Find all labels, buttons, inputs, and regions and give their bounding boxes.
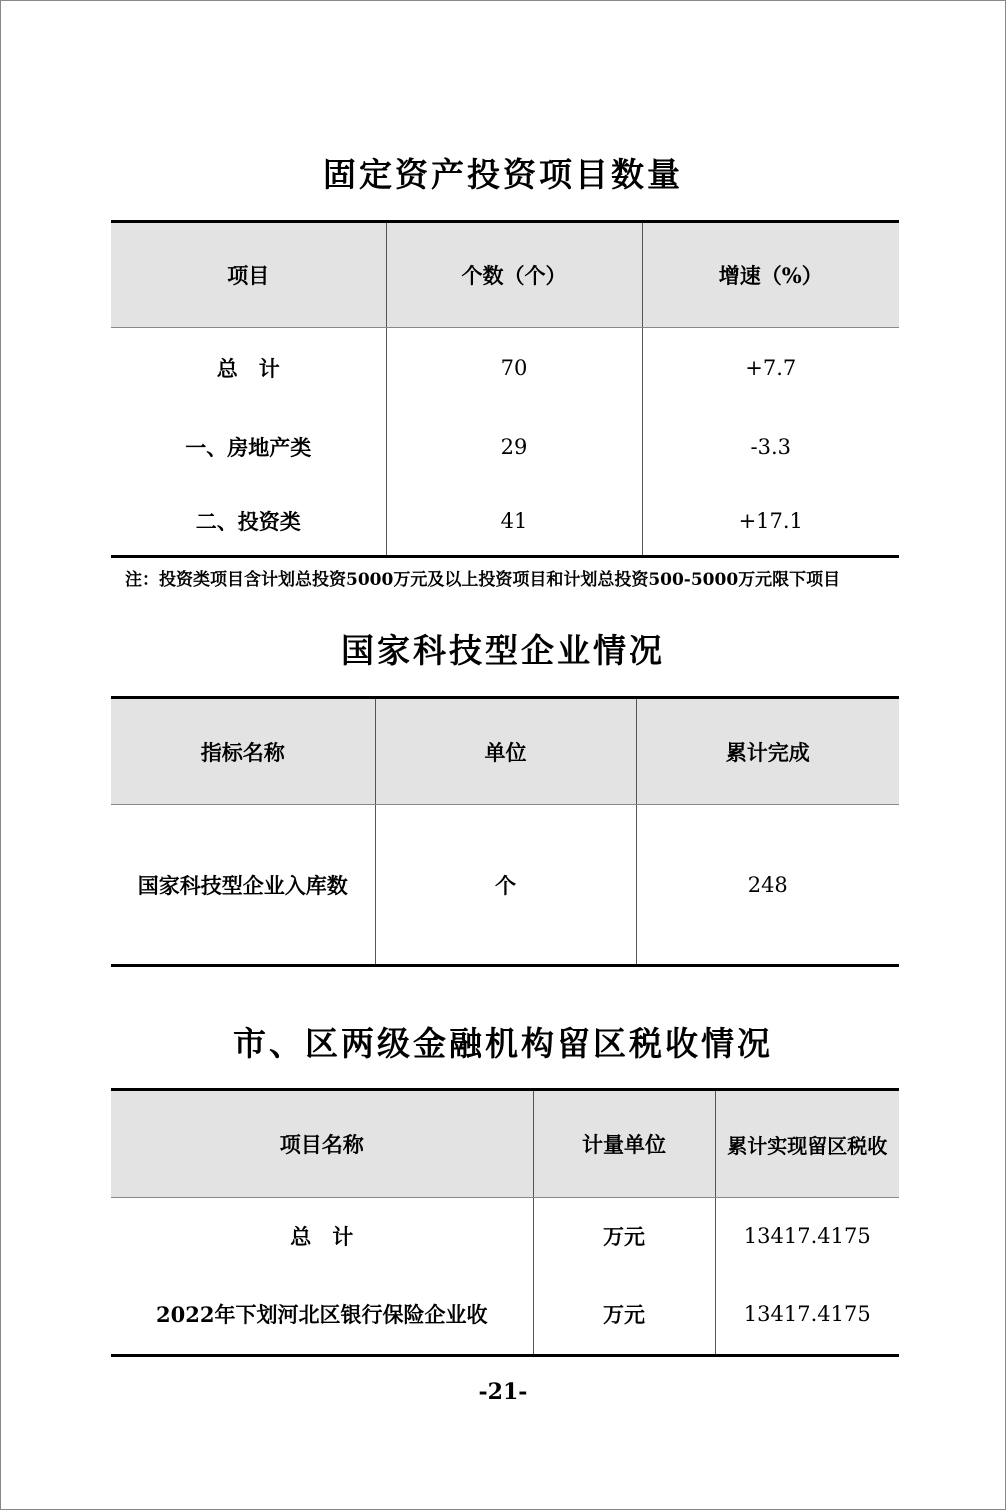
fixed-asset-projects-table <box>111 220 899 558</box>
row-label: 2022年下划河北区银行保险企业收 <box>156 1301 488 1327</box>
column-header-measure-unit: 计量单位 <box>533 1090 715 1198</box>
row-growth: +17.1 <box>642 487 899 557</box>
financial-tax-table <box>111 1088 899 1357</box>
table-row <box>111 1274 899 1356</box>
row-value: 13417.4175 <box>715 1274 899 1356</box>
row-count: 41 <box>386 487 642 557</box>
column-header-cumulative: 累计完成 <box>636 698 899 805</box>
tech-enterprise-table <box>111 696 899 967</box>
table-header-row <box>111 1090 899 1198</box>
row-label: 一、房地产类 <box>185 435 312 460</box>
table-row <box>111 487 899 557</box>
section1-title: 固定资产投资项目数量 <box>323 155 683 194</box>
table-header-row <box>111 698 899 805</box>
table-row <box>111 408 899 487</box>
row-count: 70 <box>386 328 642 408</box>
row-growth: +7.7 <box>642 328 899 408</box>
row-growth: -3.3 <box>642 408 899 487</box>
table-row <box>111 805 899 966</box>
column-header-unit: 单位 <box>375 698 636 805</box>
table-row <box>111 328 899 408</box>
row-value: 248 <box>636 805 899 966</box>
column-header-count: 个数（个） <box>386 222 642 328</box>
column-header-growth: 增速（%） <box>642 222 899 328</box>
table-row <box>111 1198 899 1274</box>
column-header-project-name: 项目名称 <box>111 1090 533 1198</box>
column-header-tax-retained: 累计实现留区税收 <box>715 1090 899 1198</box>
row-label: 总 计 <box>216 355 280 381</box>
section3-title: 市、区两级金融机构留区税收情况 <box>233 1024 773 1063</box>
row-count: 29 <box>386 408 642 487</box>
section2-title: 国家科技型企业情况 <box>341 631 665 670</box>
row-unit: 个 <box>375 805 636 966</box>
row-label: 国家科技型企业入库数 <box>137 872 348 898</box>
page-number: -21- <box>478 1379 528 1405</box>
row-unit: 万元 <box>533 1274 715 1356</box>
row-label: 二、投资类 <box>195 508 301 534</box>
column-header-item: 项目 <box>111 222 386 328</box>
row-unit: 万元 <box>533 1198 715 1274</box>
row-value: 13417.4175 <box>715 1198 899 1274</box>
table-note: 注：投资类项目含计划总投资5000万元及以上投资项目和计划总投资500-5000万元限下项目 <box>125 570 841 590</box>
table-header-row <box>111 222 899 328</box>
column-header-indicator: 指标名称 <box>111 698 375 805</box>
row-label: 总 计 <box>290 1223 354 1249</box>
